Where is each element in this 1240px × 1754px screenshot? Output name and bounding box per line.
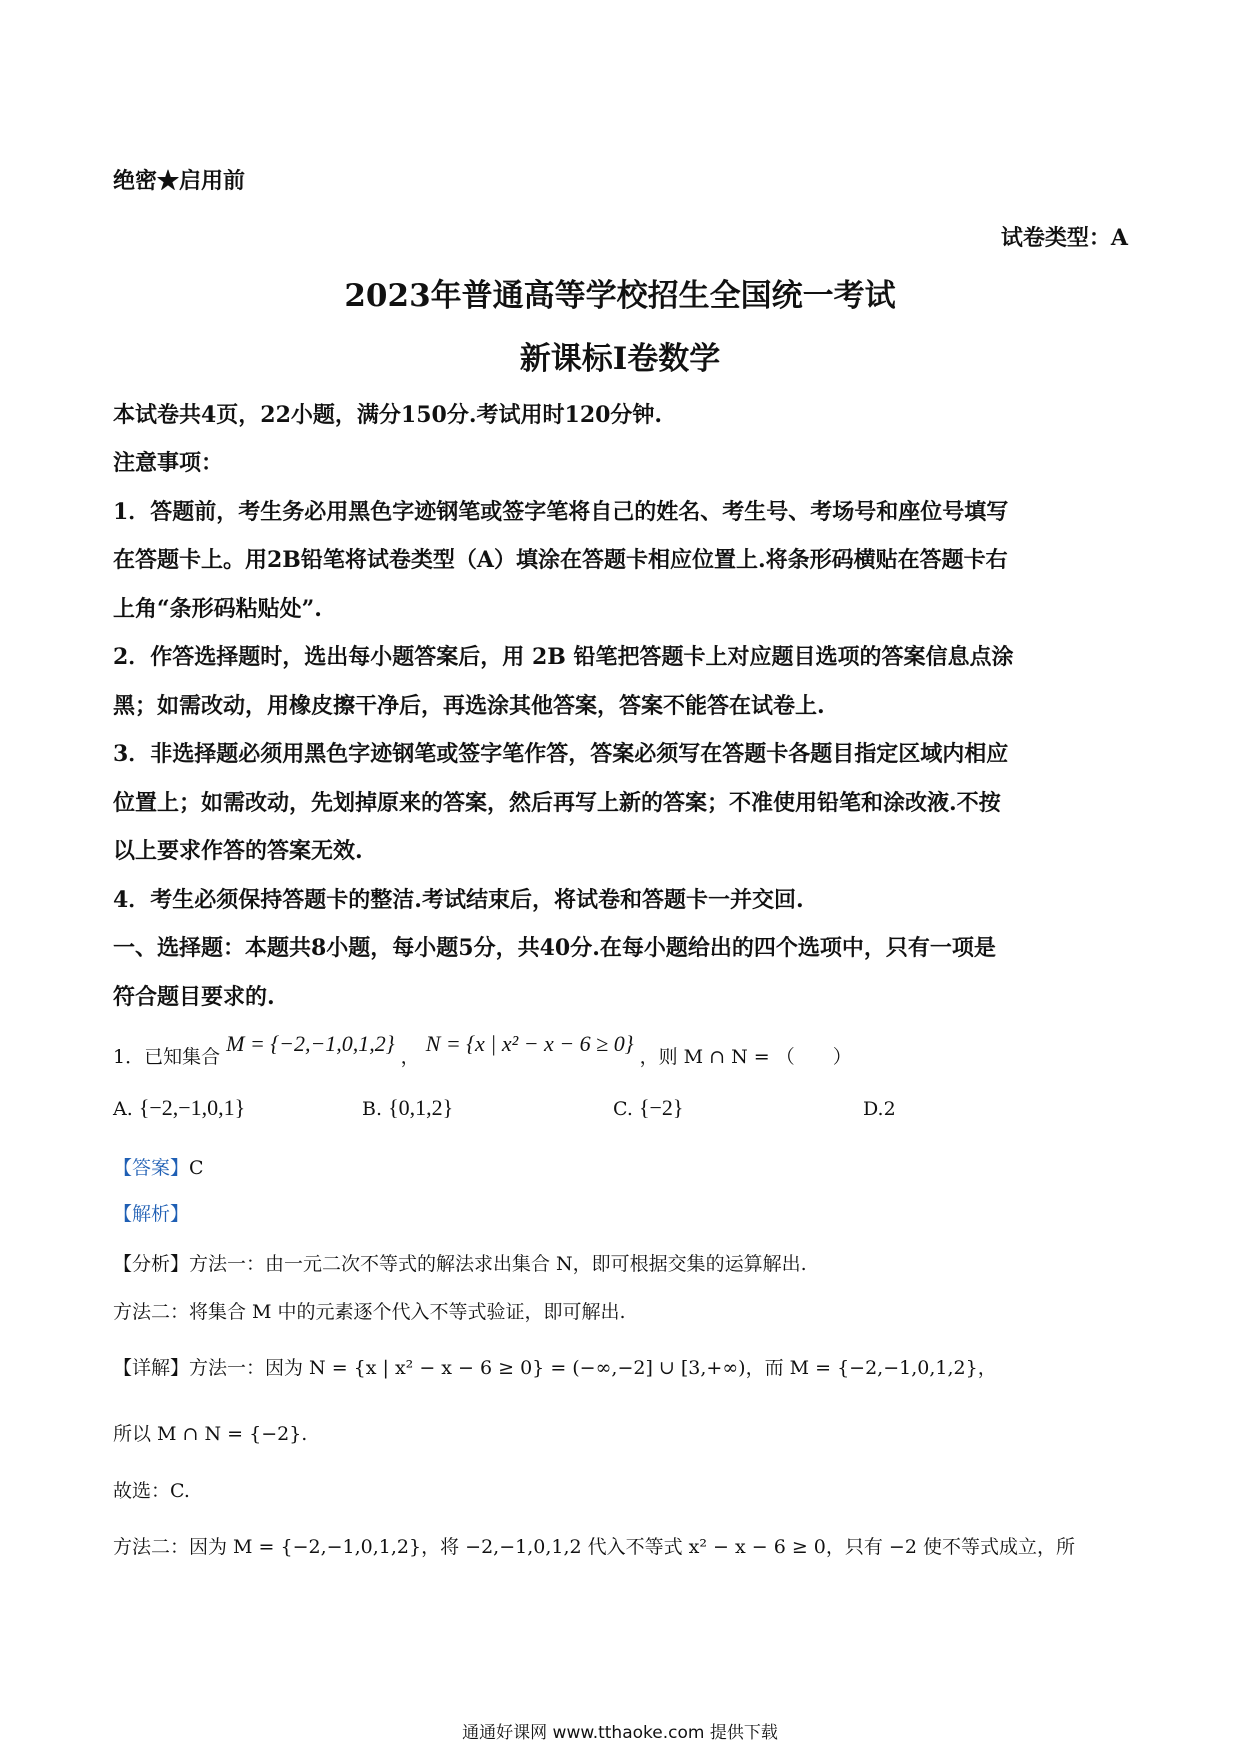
option-a <box>113 1095 245 1121</box>
section-heading: 一、选择题：本题共8小题，每小题5分，共40分.在每小题给出的四个选项中，只有一项是 <box>113 935 996 961</box>
option-text: {0,1,2} <box>388 1095 454 1120</box>
answer-value: C <box>189 1157 204 1179</box>
option-text: {−2} <box>638 1095 684 1120</box>
fenxi-text: 方法一：由一元二次不等式的解法求出集合 N，即可根据交集的运算解出. <box>189 1253 807 1275</box>
question-comma: ， <box>400 1046 420 1068</box>
question-suffix: ，则 M ∩ N = （ ） <box>639 1046 852 1068</box>
detail-label: 【详解】 <box>113 1357 190 1379</box>
option-text: {−2,−1,0,1} <box>138 1095 246 1120</box>
set-n-expression: N = {x | x² − x − 6 ≥ 0} <box>425 1031 634 1056</box>
intro-text: 本试卷共4页，22小题，满分150分.考试用时120分钟. <box>113 402 663 428</box>
detail-line-1 <box>113 1353 997 1380</box>
notice-line: 3．非选择题必须用黑色字迹钢笔或签字笔作答，答案必须写在答题卡各题目指定区域内相应 <box>113 741 1009 767</box>
option-letter: D. <box>863 1098 884 1120</box>
option-d <box>863 1098 896 1120</box>
option-text: 2 <box>883 1098 896 1120</box>
option-b <box>362 1095 453 1121</box>
notice-line: 位置上；如需改动，先划掉原来的答案，然后再写上新的答案；不准使用铅笔和涂改液.不按 <box>113 790 1001 816</box>
analysis-label: 【解析】 <box>113 1203 190 1225</box>
option-letter: C. <box>613 1098 633 1120</box>
notice-line: 黑；如需改动，用橡皮擦干净后，再选涂其他答案，答案不能答在试卷上. <box>113 693 825 719</box>
option-letter: B. <box>362 1098 383 1120</box>
fenxi-line <box>113 1249 807 1276</box>
notice-line: 上角“条形码粘贴处”. <box>113 596 322 622</box>
exam-subtitle: 新课标Ⅰ卷数学 <box>519 341 721 377</box>
paper-type: 试卷类型：A <box>1000 225 1128 251</box>
question-prefix: 1．已知集合 <box>113 1046 221 1068</box>
notice-line: 4．考生必须保持答题卡的整洁.考试结束后，将试卷和答题卡一并交回. <box>113 887 804 913</box>
notice-heading: 注意事项： <box>113 450 224 476</box>
detail-text: 方法一：因为 N = {x | x² − x − 6 ≥ 0} = (−∞,−2] ∪ [3,+∞)，而 M = {−2,−1,0,1,2}， <box>189 1357 997 1379</box>
section-heading-cont: 符合题目要求的. <box>113 984 275 1010</box>
notice-line: 2．作答选择题时，选出每小题答案后，用 2B 铅笔把答题卡上对应题目选项的答案信息点涂 <box>113 644 1014 670</box>
notice-line: 以上要求作答的答案无效. <box>113 838 363 864</box>
detail-line-4: 方法二：因为 M = {−2,−1,0,1,2}，将 −2,−1,0,1,2 代入不等式 x² − x − 6 ≥ 0，只有 −2 使不等式成立，所 <box>113 1536 1075 1558</box>
notice-line: 在答题卡上。用2B铅笔将试卷类型（A）填涂在答题卡相应位置上.将条形码横贴在答题卡右 <box>113 547 1008 573</box>
fenxi-label: 【分析】 <box>113 1253 190 1275</box>
question-1 <box>113 1031 852 1069</box>
notice-line: 1．答题前，考生务必用黑色字迹钢笔或签字笔将自己的姓名、考生号、考场号和座位号填写 <box>113 499 1009 525</box>
method2-intro: 方法二：将集合 M 中的元素逐个代入不等式验证，即可解出. <box>113 1301 626 1323</box>
secret-mark: 绝密★启用前 <box>113 168 246 194</box>
detail-line-2: 所以 M ∩ N = {−2}. <box>113 1423 308 1445</box>
page-footer: 通通好课网 www.tthaoke.com 提供下载 <box>462 1723 778 1743</box>
answer-label: 【答案】 <box>113 1157 190 1179</box>
option-c <box>613 1095 683 1121</box>
exam-title: 2023年普通高等学校招生全国统一考试 <box>344 278 896 314</box>
detail-line-3: 故选：C. <box>113 1480 190 1502</box>
option-letter: A. <box>113 1098 133 1120</box>
set-m-expression: M = {−2,−1,0,1,2} <box>226 1031 395 1056</box>
answer-line <box>113 1153 204 1180</box>
